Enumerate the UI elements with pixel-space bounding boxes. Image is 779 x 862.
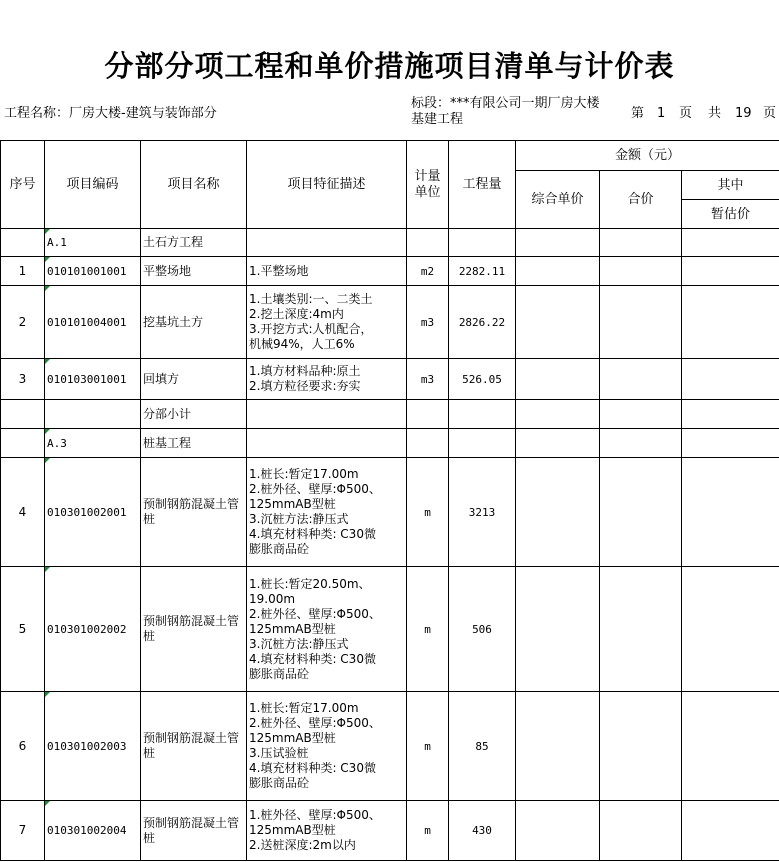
desc-line: 机械94%，人工6%	[249, 337, 355, 351]
cell-total	[600, 400, 682, 429]
cell-unit-price	[516, 286, 600, 359]
cell-provisional	[682, 257, 779, 286]
cell-total	[600, 429, 682, 458]
desc-line: 4.填充材料种类: C30微	[249, 761, 376, 775]
desc-line: 1.桩长:暂定17.00m	[249, 701, 359, 715]
cell-desc	[247, 359, 407, 400]
desc-line: 1.桩长:暂定17.00m	[249, 467, 359, 481]
table-row	[1, 692, 779, 801]
cell-code: 010301002002	[45, 567, 141, 692]
cell-provisional	[682, 801, 779, 861]
cell-unit-price	[516, 429, 600, 458]
cell-desc	[247, 801, 407, 861]
desc-line: 1.平整场地	[249, 263, 309, 278]
cell-provisional	[682, 458, 779, 567]
desc-line: 125mmAB型桩	[249, 731, 336, 745]
cell-qty: 2826.22	[449, 286, 516, 359]
cell-unit: m3	[407, 359, 449, 400]
cell-code: 010103001001	[45, 359, 141, 400]
page-title: 分部分项工程和单价措施项目清单与计价表	[104, 49, 675, 83]
table-row	[1, 458, 779, 567]
cell-seq: 1	[1, 257, 45, 286]
cell-name: 预制钢筋混凝土管桩	[141, 692, 247, 801]
cell-provisional	[682, 400, 779, 429]
cell-qty: 3213	[449, 458, 516, 567]
group-row	[1, 229, 779, 257]
cell-provisional	[682, 692, 779, 801]
page-total: 19	[735, 106, 752, 121]
desc-line: 125mmAB型桩	[249, 823, 336, 837]
desc-line: 125mmAB型桩	[249, 621, 336, 636]
cell-provisional	[682, 429, 779, 458]
cell-name: 预制钢筋混凝土管桩	[141, 458, 247, 567]
desc-line: 4.填充材料种类: C30微	[249, 527, 376, 541]
cell-desc	[247, 429, 407, 458]
cell-desc	[247, 400, 407, 429]
cell-name: 挖基坑土方	[141, 286, 247, 359]
group-row	[1, 429, 779, 458]
cell-desc	[247, 692, 407, 801]
cell-qty	[449, 229, 516, 257]
cell-name: 回填方	[141, 359, 247, 400]
cell-unit	[407, 400, 449, 429]
cell-seq	[1, 400, 45, 429]
cell-unit: m2	[407, 257, 449, 286]
cell-name: 平整场地	[141, 257, 247, 286]
cell-unit-price	[516, 567, 600, 692]
desc-line: 3.沉桩方法:静压式	[249, 512, 349, 526]
desc-line: 3.沉桩方法:静压式	[249, 636, 349, 651]
cell-code: A.3	[45, 429, 141, 458]
desc-line: 膨胀商品砼	[249, 542, 310, 556]
cell-qty: 506	[449, 567, 516, 692]
header-qty: 工程量	[449, 141, 516, 229]
cell-unit-price	[516, 257, 600, 286]
cell-unit	[407, 229, 449, 257]
cell-unit-price	[516, 801, 600, 861]
cell-desc	[247, 257, 407, 286]
cell-name: 分部小计	[141, 400, 247, 429]
page-suffix: 页	[763, 106, 777, 121]
cell-code	[45, 400, 141, 429]
table-row	[1, 801, 779, 861]
cell-total	[600, 359, 682, 400]
table-row	[1, 286, 779, 359]
cell-qty	[449, 400, 516, 429]
cell-total	[600, 257, 682, 286]
cell-desc	[247, 567, 407, 692]
bill-table	[0, 140, 779, 861]
desc-line: 3.压试验桩	[249, 746, 309, 760]
header-provisional: 暂估价	[682, 200, 779, 229]
cell-unit-price	[516, 692, 600, 801]
cell-total	[600, 801, 682, 861]
page-current: 1	[657, 106, 666, 121]
cell-qty: 430	[449, 801, 516, 861]
table-row	[1, 567, 779, 692]
page-prefix: 第	[631, 106, 645, 121]
header-name: 项目名称	[141, 141, 247, 229]
cell-unit-price	[516, 400, 600, 429]
cell-code: 010301002003	[45, 692, 141, 801]
cell-seq: 6	[1, 692, 45, 801]
cell-unit-price	[516, 359, 600, 400]
cell-unit	[407, 429, 449, 458]
desc-line: 2.填方粒径要求:夯实	[249, 379, 361, 393]
cell-unit: m	[407, 567, 449, 692]
cell-desc	[247, 229, 407, 257]
desc-line: 125mmAB型桩	[249, 497, 336, 511]
cell-unit: m	[407, 692, 449, 801]
cell-total	[600, 229, 682, 257]
cell-qty	[449, 429, 516, 458]
cell-unit-price	[516, 458, 600, 567]
cell-total	[600, 286, 682, 359]
desc-line: 1.桩外径、壁厚:Φ500、	[249, 808, 381, 822]
cell-desc	[247, 286, 407, 359]
page-total-prefix: 共	[708, 106, 722, 121]
cell-unit: m	[407, 458, 449, 567]
cell-code: 010301002004	[45, 801, 141, 861]
header-unit: 计量单位	[407, 141, 449, 229]
section-label: 标段：***有限公司一期厂房大楼基建工程	[411, 96, 600, 127]
cell-provisional	[682, 229, 779, 257]
header-unit-price: 综合单价	[516, 171, 600, 229]
cell-unit: m	[407, 801, 449, 861]
cell-seq: 4	[1, 458, 45, 567]
project-name: 工程名称：厂房大楼-建筑与装饰部分	[4, 106, 217, 121]
cell-code: 010101001001	[45, 257, 141, 286]
cell-name: 预制钢筋混凝土管桩	[141, 801, 247, 861]
desc-line: 膨胀商品砼	[249, 776, 310, 790]
desc-line: 19.00m	[249, 591, 296, 606]
desc-line: 2.桩外径、壁厚:Φ500、	[249, 606, 381, 621]
cell-seq	[1, 429, 45, 458]
cell-seq: 2	[1, 286, 45, 359]
cell-qty: 2282.11	[449, 257, 516, 286]
desc-line: 膨胀商品砼	[249, 666, 310, 681]
cell-total	[600, 692, 682, 801]
page-mid: 页	[679, 106, 693, 121]
desc-line: 3.开挖方式:人机配合，	[249, 322, 373, 336]
desc-line: 2.送桩深度:2m以内	[249, 838, 356, 852]
header-among: 其中	[682, 171, 779, 200]
cell-qty: 85	[449, 692, 516, 801]
cell-provisional	[682, 359, 779, 400]
cell-qty: 526.05	[449, 359, 516, 400]
cell-total	[600, 458, 682, 567]
desc-line: 2.桩外径、壁厚:Φ500、	[249, 482, 381, 496]
cell-seq: 3	[1, 359, 45, 400]
cell-name: 预制钢筋混凝土管桩	[141, 567, 247, 692]
cell-provisional	[682, 286, 779, 359]
cell-code: A.1	[45, 229, 141, 257]
subtotal-row	[1, 400, 779, 429]
cell-seq: 7	[1, 801, 45, 861]
cell-code: 010101004001	[45, 286, 141, 359]
cell-name: 桩基工程	[141, 429, 247, 458]
header-desc: 项目特征描述	[247, 141, 407, 229]
cell-name: 土石方工程	[141, 229, 247, 257]
header-seq: 序号	[1, 141, 45, 229]
table-row	[1, 359, 779, 400]
cell-unit-price	[516, 229, 600, 257]
cell-seq: 5	[1, 567, 45, 692]
header-total: 合价	[600, 171, 682, 229]
cell-total	[600, 567, 682, 692]
header-code: 项目编码	[45, 141, 141, 229]
desc-line: 2.桩外径、壁厚:Φ500、	[249, 716, 381, 730]
desc-line: 1.桩长:暂定20.50m、	[249, 576, 371, 591]
desc-line: 4.填充材料种类: C30微	[249, 651, 376, 666]
desc-line: 1.土壤类别:一、二类土	[249, 292, 373, 306]
cell-code: 010301002001	[45, 458, 141, 567]
table-row	[1, 257, 779, 286]
cell-unit: m3	[407, 286, 449, 359]
cell-desc	[247, 458, 407, 567]
desc-line: 1.填方材料品种:原土	[249, 364, 361, 378]
desc-line: 2.挖土深度:4m内	[249, 307, 344, 321]
cell-provisional	[682, 567, 779, 692]
cell-seq	[1, 229, 45, 257]
header-amount: 金额（元）	[516, 141, 779, 171]
